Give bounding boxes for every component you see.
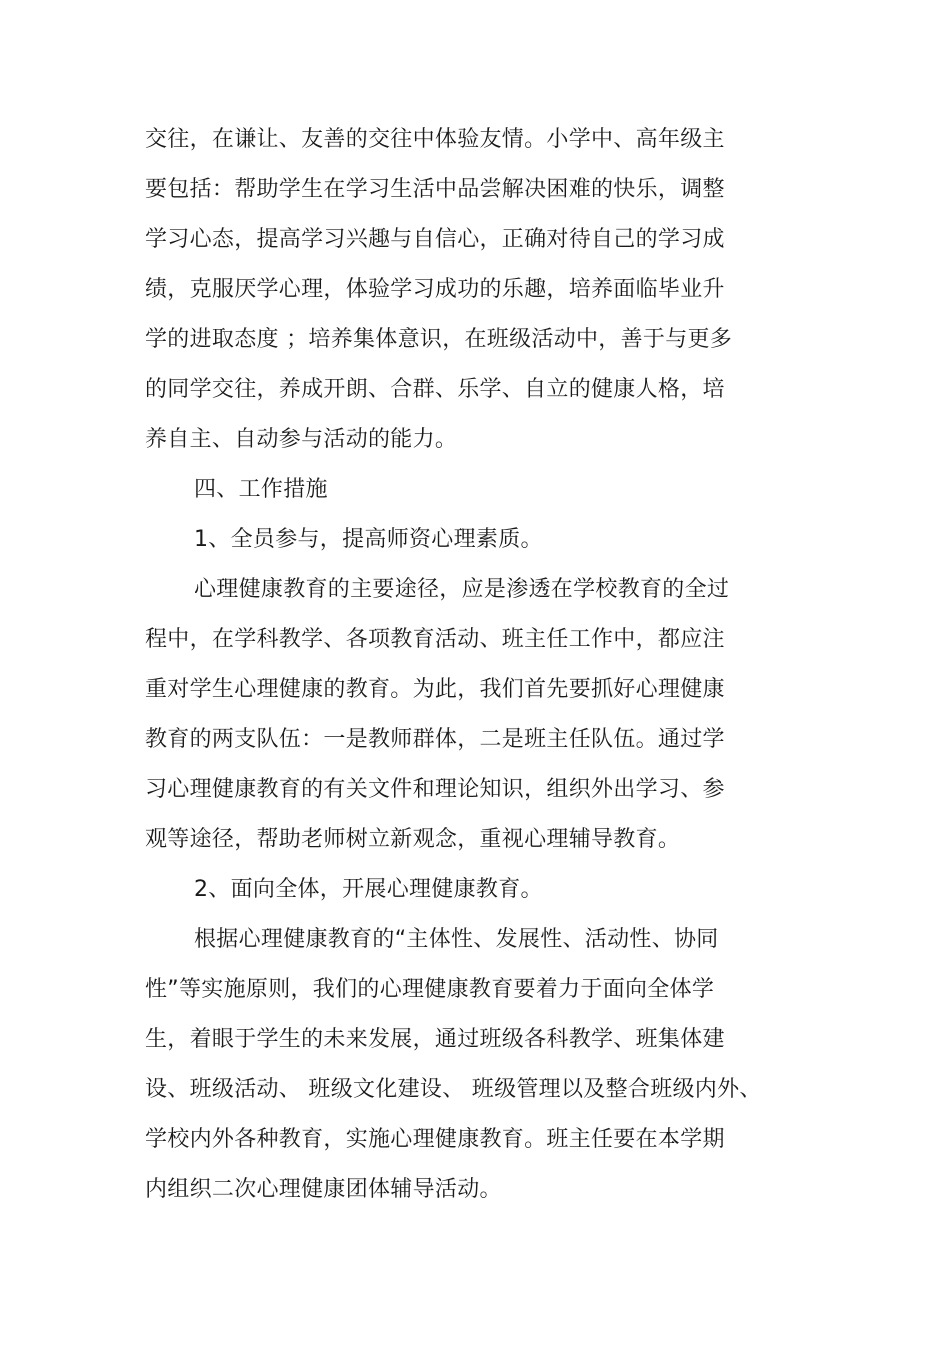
paragraph-line: 根据心理健康教育的“主体性、发展性、活动性、协同 [194, 927, 719, 952]
paragraph-line: 的同学交往，养成开朗、合群、乐学、自立的健康人格，培 [145, 377, 725, 402]
paragraph-line: 性”等实施原则，我们的心理健康教育要着力于面向全体学 [145, 977, 715, 1002]
paragraph-line: 要包括：帮助学生在学习生活中品尝解决困难的快乐，调整 [145, 177, 725, 202]
paragraph-line: 学习心态，提高学习兴趣与自信心，正确对待自己的学习成 [145, 227, 725, 252]
paragraph-line: 学的进取态度 ；培养集体意识，在班级活动中，善于与更多 [145, 327, 733, 352]
paragraph-line: 学校内外各种教育，实施心理健康教育。班主任要在本学期 [145, 1127, 725, 1152]
paragraph-line: 生，着眼于学生的未来发展，通过班级各科教学、班集体建 [145, 1027, 725, 1052]
paragraph-line: 观等途径，帮助老师树立新观念，重视心理辅导教育。 [145, 827, 681, 852]
paragraph-line: 程中，在学科教学、各项教育活动、班主任工作中，都应注 [145, 627, 725, 652]
paragraph-line: 重对学生心理健康的教育。为此，我们首先要抓好心理健康 [145, 677, 725, 702]
subsection-heading: 1、全员参与，提高师资心理素质。 [194, 527, 543, 552]
paragraph-line: 教育的两支队伍：一是教师群体，二是班主任队伍。通过学 [145, 727, 725, 752]
paragraph-line: 养自主、自动参与活动的能力。 [145, 427, 458, 452]
paragraph-line: 心理健康教育的主要途径，应是渗透在学校教育的全过 [194, 577, 730, 602]
paragraph-line: 交往，在谦让、友善的交往中体验友情。小学中、高年级主 [145, 127, 725, 152]
paragraph-line: 设、班级活动、 班级文化建设、 班级管理以及整合班级内外、 [145, 1077, 762, 1102]
subsection-heading: 2、面向全体，开展心理健康教育。 [194, 877, 543, 902]
paragraph-line: 绩，克服厌学心理，体验学习成功的乐趣，培养面临毕业升 [145, 277, 725, 302]
paragraph-line: 习心理健康教育的有关文件和理论知识，组织外出学习、参 [145, 777, 725, 802]
paragraph-line: 内组织二次心理健康团体辅导活动。 [145, 1177, 502, 1202]
section-heading: 四、工作措施 [194, 477, 328, 502]
